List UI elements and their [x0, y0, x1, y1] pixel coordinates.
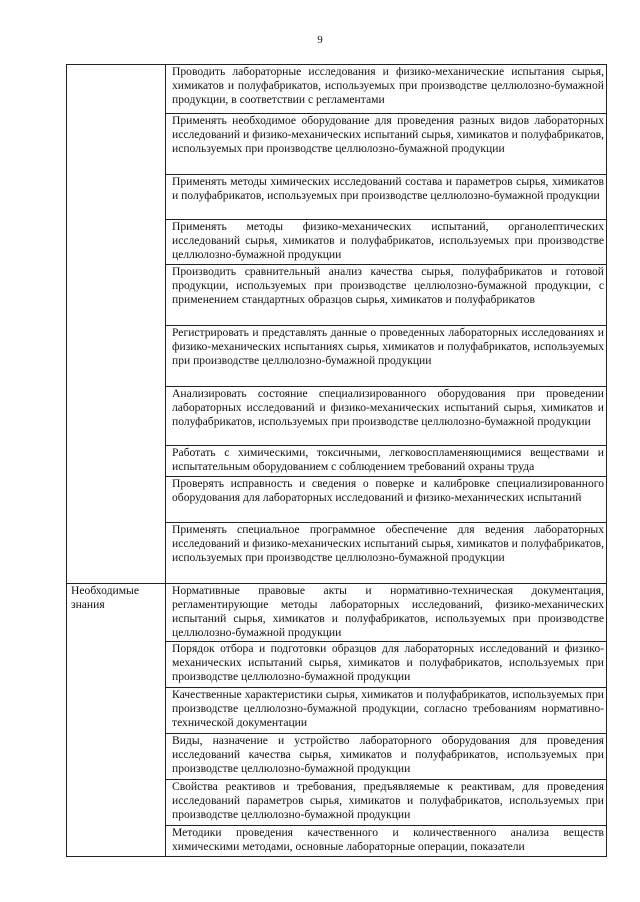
knowledge-item: Методики проведения качественного и количественного анализа веществ химическими методами, основные лабораторные операции, показатели: [166, 826, 607, 857]
knowledge-label: Необходимые знания: [67, 584, 166, 857]
skill-item: Регистрировать и представлять данные о проведенных лабораторных исследованиях и физико-механических испытаниях сырья, химикатов и полуфабрикатов, используемых при производстве целлюлозно-бумажной продукции: [166, 326, 607, 387]
skill-item: Применять методы химических исследований состава и параметров сырья, химикатов и полуфабрикатов, используемых при производстве целлюлозно-бумажной продукции: [166, 175, 607, 220]
skill-item: Анализировать состояние специализированного оборудования при проведении лабораторных исследований и физико-механических испытаний сырья, химикатов и полуфабрикатов, используемых при производстве целлюлозно-бумажной продукции: [166, 387, 607, 446]
knowledge-item: Качественные характеристики сырья, химикатов и полуфабрикатов, используемых при производстве целлюлозно-бумажной продукции, согласно требованиям нормативно-технической документации: [166, 688, 607, 734]
table-row: [67, 65, 607, 114]
skills-label-cell: [67, 65, 166, 584]
requirements-table: [66, 64, 607, 857]
skill-item: Проверять исправность и сведения о поверке и калибровке специализированного оборудования для лабораторных исследований и физико-механических испытаний: [166, 477, 607, 523]
knowledge-item: Нормативные правовые акты и нормативно-техническая документация, регламентирующие методы лабораторных исследований, физико-механических испытаний сырья, химикатов и полуфабрикатов, используемых при производстве целлюлозно-бумажной продукции: [166, 584, 607, 642]
skill-item: Применять специальное программное обеспечение для ведения лабораторных исследований и физико-механических испытаний сырья, химикатов и полуфабрикатов, используемых при производстве целлюлозно-бумажной продукции: [166, 523, 607, 584]
table-row: [67, 584, 607, 642]
knowledge-item: Свойства реактивов и требования, предъявляемые к реактивам, для проведения исследований параметров сырья, химикатов и полуфабрикатов, используемых при производстве целлюлозно-бумажной продукции: [166, 780, 607, 826]
skill-item: Применять методы физико-механических испытаний, органолептических исследований сырья, химикатов и полуфабрикатов, используемых при производстве целлюлозно-бумажной продукции: [166, 220, 607, 265]
knowledge-item: Виды, назначение и устройство лабораторного оборудования для проведения исследований качества сырья, химикатов и полуфабрикатов, используемых при производстве целлюлозно-бумажной продукции: [166, 734, 607, 780]
page-number: 9: [317, 34, 323, 46]
skill-item: Производить сравнительный анализ качества сырья, полуфабрикатов и готовой продукции, используемых при производстве целлюлозно-бумажной продукции, с применением стандартных образцов сырья, химикатов и полуфабрикатов: [166, 265, 607, 326]
skill-item: Применять необходимое оборудование для проведения разных видов лабораторных исследований и физико-механических испытаний сырья, химикатов и полуфабрикатов, используемых при производстве целлюлозно-бумажной продукции: [166, 114, 607, 175]
skill-item: Проводить лабораторные исследования и физико-механические испытания сырья, химикатов и полуфабрикатов, используемых при производстве целлюлозно-бумажной продукции, в соответствии с регламентами: [166, 65, 607, 114]
skill-item: Работать с химическими, токсичными, легковоспламеняющимися веществами и испытательным оборудованием с соблюдением требований охраны труда: [166, 446, 607, 477]
knowledge-item: Порядок отбора и подготовки образцов для лабораторных исследований и физико-механических испытаний сырья, химикатов и полуфабрикатов, используемых при производстве целлюлозно-бумажной продукции: [166, 642, 607, 688]
